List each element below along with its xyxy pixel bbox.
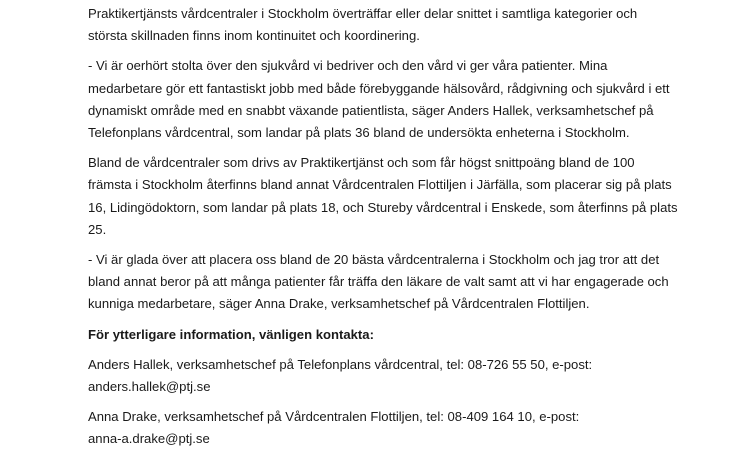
contact-hallek-details: Anders Hallek, verksamhetschef på Telefonplans vårdcentral, tel: 08-726 55 50, e-post: <box>88 356 593 372</box>
intro-l1: Praktikertjänsts vårdcentraler i Stockholm överträffar eller delar snittet i samtliga kategorier och <box>88 6 638 21</box>
paragraph-rankings: Bland de vårdcentraler som drivs av Praktikertjänst och som får högst snittpoäng bland de 100 främsta i Stockholm återfinns bland annat Vårdcentralen Flottiljen i Järfälla, som placerar sig på plats 16, Lidingödoktorn, som landar på plats 18, och Stureby vårdcentral i Enskede, som återfinns på plats 25. <box>88 155 678 237</box>
paragraph-intro <box>88 3 688 47</box>
paragraph-quote-drake: - Vi är glada över att placera oss bland de 20 bästa vårdcentralerna i Stockholm och jag tror att det bland annat beror på att många patienter får träffa den läkare de valt samt att vi har engagerade och kunniga medarbetare, säger Anna Drake, verksamhetschef på Vårdcentralen Flottiljen. <box>88 252 669 312</box>
contact-drake <box>88 406 688 450</box>
contact-drake-details: Anna Drake, verksamhetschef på Vårdcentralen Flottiljen, tel: 08-409 164 10, e-post: <box>88 409 580 425</box>
contact-hallek-email[interactable]: anders.hallek@ptj.se <box>88 379 211 395</box>
document-page <box>88 0 688 451</box>
paragraph-quote-hallek: - Vi är oerhört stolta över den sjukvård vi bedriver och den vård vi ger våra patienter. Mina medarbetare gör ett fantastiskt jobb med både förebyggande hälsovård, rådgivning och sjukvård i ett dynamiskt område med en snabbt växande patientlista, säger Anders Hallek, verksamhetschef på Telefonplans vårdcentral, som landar på plats 36 bland de undersökta enheterna i Stockholm. <box>88 58 670 141</box>
intro-l2: största skillnaden finns inom kontinuitet och koordinering. <box>88 28 420 44</box>
contact-hallek <box>88 354 688 398</box>
contact-drake-email[interactable]: anna-a.drake@ptj.se <box>88 431 210 447</box>
contact-heading: För ytterligare information, vänligen kontakta: <box>88 326 374 342</box>
